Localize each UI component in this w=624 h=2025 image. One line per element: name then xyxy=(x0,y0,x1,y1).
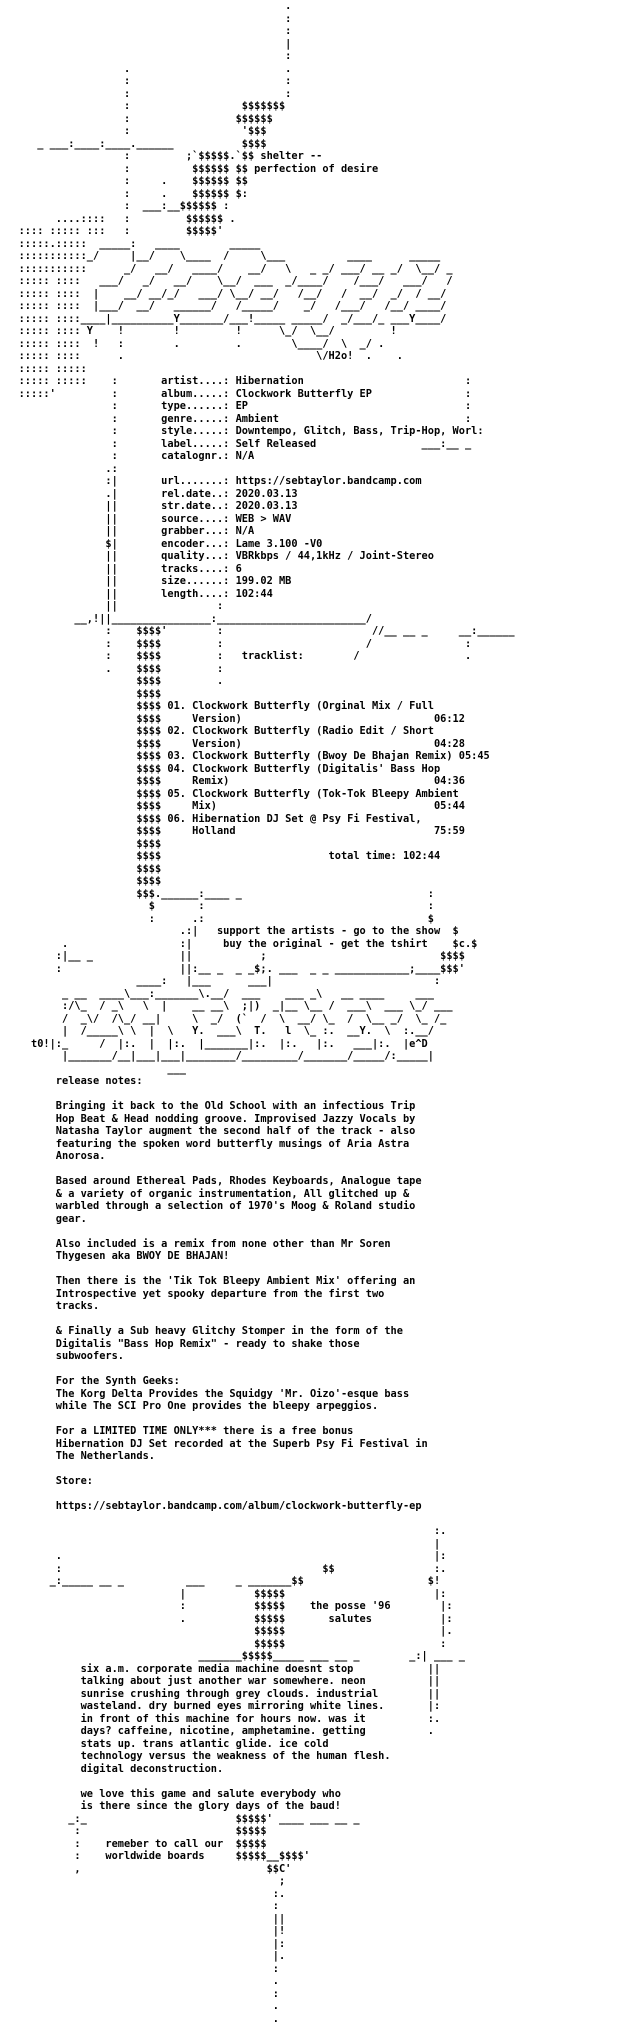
nfo-line: & Finally a Sub heavy Glitchy Stomper in the form of the xyxy=(0,1325,624,1338)
nfo-line: gear. xyxy=(0,1213,624,1226)
nfo-line: Also included is a remix from none other than Mr Soren xyxy=(0,1238,624,1251)
nfo-line: $$$$ xyxy=(0,863,624,876)
nfo-line: $$$$ Version) 04:28 xyxy=(0,738,624,751)
nfo-line: _______$$$$$_____ ___ __ _ _:| ___ _ xyxy=(0,1650,624,1663)
nfo-line: stats up. trans atlantic glide. ice cold xyxy=(0,1738,624,1751)
nfo-line xyxy=(0,1263,624,1276)
nfo-line: . $$$$$ salutes |: xyxy=(0,1613,624,1626)
nfo-line: :| url.......: https://sebtaylor.bandcamp.com xyxy=(0,475,624,488)
nfo-line: _:_____ __ _ ___ _ _______$$ $! xyxy=(0,1575,624,1588)
nfo-line: || length....: 102:44 xyxy=(0,588,624,601)
nfo-line: ::::: :::: Y ! ! ! \_/ \__/ ! xyxy=(0,325,624,338)
nfo-line xyxy=(0,1225,624,1238)
nfo-line: || grabber...: N/A xyxy=(0,525,624,538)
nfo-line: : ||:__ _ _ _$;. ___ _ _ ____________;____$$$' xyxy=(0,963,624,976)
nfo-line: technology versus the weakness of the human flesh. xyxy=(0,1750,624,1763)
nfo-line xyxy=(0,1163,624,1176)
nfo-line: : $$$$ : / : xyxy=(0,638,624,651)
nfo-line: $$$$ 04. Clockwork Butterfly (Digitalis' Bass Hop xyxy=(0,763,624,776)
nfo-line: Store: xyxy=(0,1475,624,1488)
nfo-line: subwoofers. xyxy=(0,1350,624,1363)
nfo-line: $$$$ total time: 102:44 xyxy=(0,850,624,863)
nfo-line: :::::.::::: _____: ____ _____ xyxy=(0,238,624,251)
nfo-line: Then there is the 'Tik Tok Bleepy Ambient Mix' offering an xyxy=(0,1275,624,1288)
nfo-line: : $$$$ : tracklist: / . xyxy=(0,650,624,663)
nfo-line: . xyxy=(0,2013,624,2025)
nfo-line: :|__ _ || ; $$$$ xyxy=(0,950,624,963)
nfo-line: :. xyxy=(0,1888,624,1901)
nfo-line: ::::: :::: | __/ __/_/ ___/ \__/ __/ /__/ / __/ _/ / __/ xyxy=(0,288,624,301)
nfo-line: $$$$ 05. Clockwork Butterfly (Tok-Tok Bleepy Ambient xyxy=(0,788,624,801)
nfo-line: ::::: :::: . \/H2o! . . xyxy=(0,350,624,363)
nfo-line: :. xyxy=(0,1525,624,1538)
nfo-line: sunrise crushing through grey clouds. industrial || xyxy=(0,1688,624,1701)
nfo-line: $$$$ 06. Hibernation DJ Set @ Psy Fi Festival, xyxy=(0,813,624,826)
nfo-line xyxy=(0,1775,624,1788)
nfo-line: .: xyxy=(0,463,624,476)
nfo-line: |_______/__|___|___|________/_________/_______/_____/:_____| xyxy=(0,1050,624,1063)
nfo-line xyxy=(0,1313,624,1326)
nfo-line: :::: ::::: ::: : $$$$$' xyxy=(0,225,624,238)
nfo-line: . xyxy=(0,2000,624,2013)
nfo-line: __,!||________________:________________________/ xyxy=(0,613,624,626)
nfo-line: The Netherlands. xyxy=(0,1450,624,1463)
nfo-line: digital deconstruction. xyxy=(0,1763,624,1776)
nfo-line: . |: xyxy=(0,1550,624,1563)
nfo-line: :/\_ / _\ \ | __ __\ ;|) _|__ \__ / ___\ ___ \_/ ___ xyxy=(0,1000,624,1013)
nfo-line: is there since the glory days of the baud! xyxy=(0,1800,624,1813)
nfo-line: Hibernation DJ Set recorded at the Superb Psy Fi Festival in xyxy=(0,1438,624,1451)
nfo-line xyxy=(0,1463,624,1476)
nfo-line: : xyxy=(0,1988,624,2001)
nfo-line: warbled through a selection of 1970's Moog & Roland studio xyxy=(0,1200,624,1213)
nfo-line: | xyxy=(0,38,624,51)
nfo-line: $| encoder...: Lame 3.100 -V0 xyxy=(0,538,624,551)
nfo-line: || xyxy=(0,1913,624,1926)
nfo-line: ::::: ::::: xyxy=(0,363,624,376)
nfo-line: t0!|:_ / |:. | |:. |_______|:. |:. |:. ___|:. |e^D xyxy=(0,1038,624,1051)
nfo-line: : $$$$' : //__ __ _ __:______ xyxy=(0,625,624,638)
nfo-line: _:_ $$$$$' ____ ___ __ _ xyxy=(0,1813,624,1826)
nfo-line: . . xyxy=(0,63,624,76)
nfo-line: : .: $ xyxy=(0,913,624,926)
nfo-line: Based around Ethereal Pads, Rhodes Keyboards, Analogue tape xyxy=(0,1175,624,1188)
nfo-line: : $$$$$ xyxy=(0,1825,624,1838)
nfo-line: :::::' : album.....: Clockwork Butterfly EP : xyxy=(0,388,624,401)
nfo-line: : ___:__$$$$$$ : xyxy=(0,200,624,213)
nfo-line: $$$$ 01. Clockwork Butterfly (Orginal Mix / Full xyxy=(0,700,624,713)
nfo-line: / _\/ /\_/ __| \ _/ (` / \ __/ \_ / \__ _/ \_ /_ xyxy=(0,1013,624,1026)
nfo-line: |: xyxy=(0,1938,624,1951)
nfo-line: Bringing it back to the Old School with an infectious Trip xyxy=(0,1100,624,1113)
nfo-line: six a.m. corporate media machine doesnt stop || xyxy=(0,1663,624,1676)
nfo-line: ::::: ::::____|__________Y_______/___!_____ _____/ _/___/_ ___Y____/ xyxy=(0,313,624,326)
nfo-line: For a LIMITED TIME ONLY*** there is a free bonus xyxy=(0,1425,624,1438)
nfo-line: $$$$ xyxy=(0,688,624,701)
nfo-line: : xyxy=(0,1963,624,1976)
nfo-line xyxy=(0,1488,624,1501)
nfo-line: | $$$$$ |: xyxy=(0,1588,624,1601)
nfo-line: || tracks....: 6 xyxy=(0,563,624,576)
nfo-line: : remeber to call our $$$$$ xyxy=(0,1838,624,1851)
nfo-line: $$$$ Remix) 04:36 xyxy=(0,775,624,788)
nfo-line: The Korg Delta Provides the Squidgy 'Mr. Oizo'-esque bass xyxy=(0,1388,624,1401)
nfo-line: : genre.....: Ambient : xyxy=(0,413,624,426)
nfo-line: : . $$$$$$ $: xyxy=(0,188,624,201)
nfo-line: | xyxy=(0,1538,624,1551)
nfo-line: : : xyxy=(0,75,624,88)
nfo-line: : $$ :. xyxy=(0,1563,624,1576)
nfo-line: $$$$ Version) 06:12 xyxy=(0,713,624,726)
nfo-line: . :| buy the original - get the tshirt $c.$ xyxy=(0,938,624,951)
nfo-line: ::::: :::: ! : . . \____/ \ _/ . xyxy=(0,338,624,351)
nfo-line: Digitalis "Bass Hop Remix" - ready to shake those xyxy=(0,1338,624,1351)
nfo-line: ::::: ::::: : artist....: Hibernation : xyxy=(0,375,624,388)
nfo-line: & a variety of organic instrumentation, All glitched up & xyxy=(0,1188,624,1201)
nfo-line: |. xyxy=(0,1950,624,1963)
nfo-line: $$$$ xyxy=(0,875,624,888)
nfo-line: : $$$$$$$ xyxy=(0,100,624,113)
nfo-line: talking about just another war somewhere. neon || xyxy=(0,1675,624,1688)
nfo-line: https://sebtaylor.bandcamp.com/album/clockwork-butterfly-ep xyxy=(0,1500,624,1513)
nfo-line: Introspective yet spooky departure from the first two xyxy=(0,1288,624,1301)
nfo-line: .:| support the artists - go to the show $ xyxy=(0,925,624,938)
nfo-line: featuring the spoken word butterfly musings of Aria Astra xyxy=(0,1138,624,1151)
nfo-line: || str.date..: 2020.03.13 xyxy=(0,500,624,513)
nfo-line: ____: |___ ___| : xyxy=(0,975,624,988)
nfo-line: : $$$$$$ xyxy=(0,113,624,126)
nfo-line: wasteland. dry burned eyes mirroring white lines. |: xyxy=(0,1700,624,1713)
nfo-line: $$$$ 03. Clockwork Butterfly (Bwoy De Bhajan Remix) 05:45 xyxy=(0,750,624,763)
nfo-line xyxy=(0,1088,624,1101)
nfo-line: : worldwide boards $$$$$__$$$$' xyxy=(0,1850,624,1863)
nfo-line: $ : : xyxy=(0,900,624,913)
nfo-line: : catalognr.: N/A xyxy=(0,450,624,463)
nfo-line: ::::: :::: |___/ __/ ______/ /_____/ _/ /___/ /__/ ____/ xyxy=(0,300,624,313)
nfo-line: Anorosa. xyxy=(0,1150,624,1163)
nfo-line: | /_____\ \ | \ Y. ___\ T. l \_ :. __Y. \ :.__/ xyxy=(0,1025,624,1038)
nfo-line: ::::: :::: ___/ _/ __/ \__/ ___ _/____/ /___/ ___/ / xyxy=(0,275,624,288)
nfo-line: : xyxy=(0,25,624,38)
nfo-line: : $$$$$$ $$ perfection of desire xyxy=(0,163,624,176)
nfo-line xyxy=(0,1363,624,1376)
nfo-line: : style.....: Downtempo, Glitch, Bass, Trip-Hop, Worl: xyxy=(0,425,624,438)
nfo-line: : ;`$$$$$.`$$ shelter -- xyxy=(0,150,624,163)
nfo-line: || : xyxy=(0,600,624,613)
nfo-line: _ ___:____:____.______ $$$$ xyxy=(0,138,624,151)
nfo-line: $$$.______:____ _ : xyxy=(0,888,624,901)
nfo-line: || quality...: VBRkbps / 44,1kHz / Joint-Stereo xyxy=(0,550,624,563)
nfo-line: $$$$ . xyxy=(0,675,624,688)
nfo-line: , $$C' xyxy=(0,1863,624,1876)
nfo-line: :::::::::::_/ |__/ \____ / \___ ____ _____ xyxy=(0,250,624,263)
nfo-line: Hop Beat & Head nodding groove. Improvised Jazzy Vocals by xyxy=(0,1113,624,1126)
nfo-line: Thygesen aka BWOY DE BHAJAN! xyxy=(0,1250,624,1263)
nfo-line: : label.....: Self Released ___:__ _ xyxy=(0,438,624,451)
nfo-line xyxy=(0,1413,624,1426)
nfo-line: : : xyxy=(0,88,624,101)
nfo-line: : xyxy=(0,50,624,63)
nfo-line: : . $$$$$$ $$ xyxy=(0,175,624,188)
nfo-line: || size......: 199.02 MB xyxy=(0,575,624,588)
nfo-line: we love this game and salute everybody who xyxy=(0,1788,624,1801)
nfo-line: . $$$$ : xyxy=(0,663,624,676)
nfo-line: _ __ ____\___:_______\.__/ ___ ___ _\ __ ____ ___ xyxy=(0,988,624,1001)
nfo-line: For the Synth Geeks: xyxy=(0,1375,624,1388)
nfo-line: : type......: EP : xyxy=(0,400,624,413)
nfo-line: in front of this machine for hours now. was it :. xyxy=(0,1713,624,1726)
nfo-line: : '$$$ xyxy=(0,125,624,138)
nfo-line: ....:::: : $$$$$$ . xyxy=(0,213,624,226)
nfo-line: days? caffeine, nicotine, amphetamine. getting . xyxy=(0,1725,624,1738)
nfo-line: $$$$$ |. xyxy=(0,1625,624,1638)
nfo-line: $$$$ Holland 75:59 xyxy=(0,825,624,838)
nfo-line: Natasha Taylor augment the second half of the track - also xyxy=(0,1125,624,1138)
nfo-line: || source....: WEB > WAV xyxy=(0,513,624,526)
nfo-line: .| rel.date..: 2020.03.13 xyxy=(0,488,624,501)
nfo-line: $$$$$ : xyxy=(0,1638,624,1651)
nfo-line: : xyxy=(0,13,624,26)
nfo-line: ::::::::::: _/ __/ ____/ __/ \ _ _/ ___/ __ _/ \__/ _ xyxy=(0,263,624,276)
nfo-line xyxy=(0,1513,624,1526)
nfo-line: $$$$ xyxy=(0,838,624,851)
nfo-line: |! xyxy=(0,1925,624,1938)
nfo-line: tracks. xyxy=(0,1300,624,1313)
nfo-line: : $$$$$ the posse '96 |: xyxy=(0,1600,624,1613)
nfo-line: . xyxy=(0,0,624,13)
nfo-line: while The SCI Pro One provides the bleepy arpeggios. xyxy=(0,1400,624,1413)
nfo-line: $$$$ Mix) 05:44 xyxy=(0,800,624,813)
nfo-line: : xyxy=(0,1900,624,1913)
nfo-line: ___ xyxy=(0,1063,624,1076)
nfo-line: release notes: xyxy=(0,1075,624,1088)
nfo-line: ; xyxy=(0,1875,624,1888)
nfo-line: . xyxy=(0,1975,624,1988)
nfo-line: $$$$ 02. Clockwork Butterfly (Radio Edit / Short xyxy=(0,725,624,738)
